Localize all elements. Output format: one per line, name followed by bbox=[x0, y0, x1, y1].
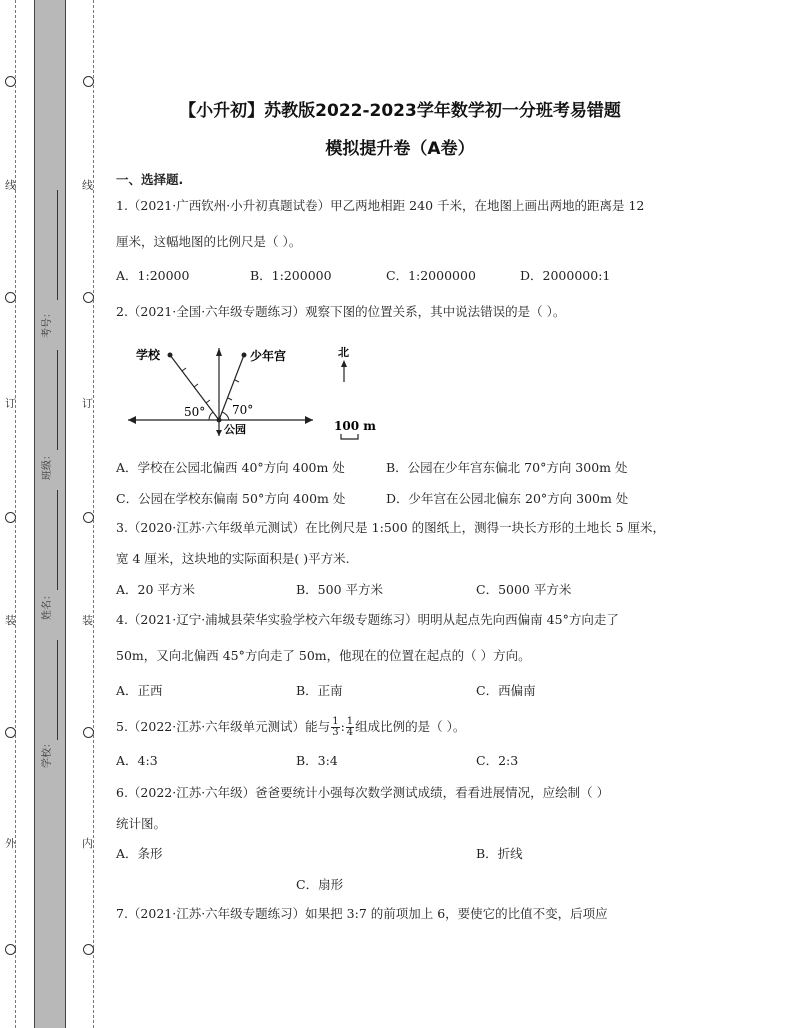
q1-option-d[interactable]: D．2000000:1 bbox=[520, 268, 611, 283]
q3-option-b[interactable]: B．500 平方米 bbox=[296, 582, 384, 597]
binding-hole bbox=[5, 512, 16, 523]
q5-option-c[interactable]: C．2:3 bbox=[476, 753, 519, 768]
angle-50-label: 50° bbox=[184, 405, 206, 419]
binding-hole bbox=[83, 512, 94, 523]
school-ray-tick bbox=[194, 384, 198, 387]
field-fill-name[interactable] bbox=[57, 490, 58, 590]
binding-hole bbox=[5, 292, 16, 303]
inner-char-nei: 内 bbox=[82, 837, 93, 850]
q6-option-c[interactable]: C．扇形 bbox=[296, 877, 344, 892]
q1-stem-line1: 1.（2021·广西钦州·小升初真题试卷）甲乙两地相距 240 千米，在地图上画出两地的距离是 12 bbox=[116, 198, 645, 213]
q1-stem-line2: 厘米，这幅地图的比例尺是（ ）。 bbox=[116, 234, 302, 249]
q5-suffix: 组成比例的是（ ）。 bbox=[355, 719, 466, 734]
school-ray-tick bbox=[206, 400, 210, 403]
binding-hole bbox=[83, 76, 94, 87]
q4-option-c[interactable]: C．西偏南 bbox=[476, 683, 536, 698]
q4-stem-line2: 50m，又向北偏西 45°方向走了 50m，他现在的位置在起点的（ ）方向。 bbox=[116, 648, 531, 663]
q1-option-b[interactable]: B．1:200000 bbox=[250, 268, 332, 283]
field-label-name: 姓名： bbox=[42, 590, 53, 620]
west-arrow bbox=[128, 416, 136, 424]
palace-ray-tick bbox=[235, 380, 239, 382]
binding-hole bbox=[83, 944, 94, 955]
inner-char-ding: 订 bbox=[82, 397, 93, 410]
q5-frac2-numerator: 1 bbox=[346, 716, 354, 727]
q5-colon: : bbox=[340, 719, 345, 734]
outer-char-zhuang: 装 bbox=[5, 614, 16, 627]
binding-hole bbox=[5, 76, 16, 87]
q3-option-c[interactable]: C．5000 平方米 bbox=[476, 582, 572, 597]
outer-char-wai: 外 bbox=[5, 837, 16, 850]
field-label-exam-number: 考号： bbox=[42, 308, 53, 338]
field-fill-exam-number[interactable] bbox=[57, 190, 58, 300]
school-ray-tick bbox=[182, 368, 186, 371]
palace-label: 少年宫 bbox=[250, 349, 287, 363]
q2-option-d[interactable]: D．少年宫在公园北偏东 20°方向 300m 处 bbox=[386, 491, 629, 506]
page-title: 【小升初】苏教版2022-2023学年数学初一分班考易错题 bbox=[179, 101, 621, 121]
q6-stem-line1: 6.（2022·江苏·六年级）爸爸要统计小强每次数学测试成绩，看看进展情况，应绘制（ ） bbox=[116, 785, 610, 800]
q5-frac1-denominator: 3 bbox=[332, 727, 339, 738]
q1-option-a[interactable]: A．1:20000 bbox=[116, 268, 190, 283]
q6-option-b[interactable]: B．折线 bbox=[476, 846, 523, 861]
south-arrow bbox=[216, 430, 222, 436]
scale-label: 100 m bbox=[334, 419, 376, 433]
q3-option-a[interactable]: A．20 平方米 bbox=[116, 582, 195, 597]
q4-stem-line1: 4.（2021·辽宁·浦城县荣华实验学校六年级专题练习）明明从起点先向西偏南 45°方向走了 bbox=[116, 612, 619, 627]
north-label: 北 bbox=[338, 346, 349, 359]
outer-char-ding: 订 bbox=[5, 397, 16, 410]
field-label-class: 班级： bbox=[42, 450, 53, 480]
angle-arc-right bbox=[222, 412, 229, 420]
palace-ray-tick bbox=[228, 398, 232, 400]
binding-hole bbox=[5, 727, 16, 738]
position-diagram bbox=[128, 340, 388, 450]
scale-bar bbox=[341, 434, 358, 439]
angle-arc-left bbox=[209, 412, 213, 420]
north-indicator-arrow bbox=[341, 360, 347, 367]
north-arrow-top bbox=[216, 348, 222, 356]
q2-option-c[interactable]: C．公园在学校东偏南 50°方向 400m 处 bbox=[116, 491, 346, 506]
band-edge-right bbox=[65, 0, 66, 1028]
q2-stem: 2.（2021·全国·六年级专题练习）观察下图的位置关系，其中说法错误的是（ ）。 bbox=[116, 304, 566, 319]
q5-frac2-denominator: 4 bbox=[346, 727, 354, 738]
q5-fraction-2 bbox=[346, 717, 354, 738]
q5-frac1-numerator: 1 bbox=[332, 716, 339, 727]
q3-stem-line2: 宽 4 厘米，这块地的实际面积是( )平方米. bbox=[116, 551, 350, 566]
field-label-school: 学校： bbox=[42, 738, 53, 768]
binding-margin bbox=[0, 0, 100, 1028]
q5-prefix: 5.（2022·江苏·六年级单元测试）能与 bbox=[116, 719, 331, 734]
school-dot bbox=[168, 353, 173, 358]
q5-option-a[interactable]: A．4:3 bbox=[116, 753, 158, 768]
binding-hole bbox=[83, 727, 94, 738]
q1-option-c[interactable]: C．1:2000000 bbox=[386, 268, 476, 283]
band-edge-left bbox=[34, 0, 35, 1028]
q7-stem: 7.（2021·江苏·六年级专题练习）如果把 3:7 的前项加上 6，要使它的比值不变，后项应 bbox=[116, 906, 608, 921]
q5-stem bbox=[116, 716, 465, 738]
q6-stem-line2: 统计图。 bbox=[116, 816, 167, 831]
outer-char-xian: 线 bbox=[5, 179, 16, 192]
q2-option-b[interactable]: B．公园在少年宫东偏北 70°方向 300m 处 bbox=[386, 460, 628, 475]
binding-band bbox=[34, 0, 65, 1028]
q5-fraction-1 bbox=[331, 717, 339, 738]
inner-char-xian: 线 bbox=[82, 179, 93, 192]
field-fill-class[interactable] bbox=[57, 350, 58, 450]
q3-stem-line1: 3.（2020·江苏·六年级单元测试）在比例尺是 1:500 的图纸上，测得一块长方形的土地长 5 厘米， bbox=[116, 520, 666, 535]
field-fill-school[interactable] bbox=[57, 640, 58, 740]
q6-option-a[interactable]: A．条形 bbox=[116, 846, 163, 861]
binding-hole bbox=[5, 944, 16, 955]
angle-70-label: 70° bbox=[232, 403, 254, 417]
east-arrow bbox=[305, 416, 313, 424]
q2-option-a[interactable]: A．学校在公园北偏西 40°方向 400m 处 bbox=[116, 460, 345, 475]
q5-option-b[interactable]: B．3:4 bbox=[296, 753, 338, 768]
palace-dot bbox=[242, 353, 247, 358]
section-heading: 一、选择题. bbox=[116, 172, 184, 187]
page-subtitle: 模拟提升卷（A卷） bbox=[325, 139, 475, 159]
park-dot bbox=[217, 418, 222, 423]
binding-hole bbox=[83, 292, 94, 303]
park-label: 公园 bbox=[224, 423, 246, 436]
inner-char-zhuang: 装 bbox=[82, 614, 93, 627]
school-label: 学校 bbox=[136, 348, 161, 362]
q4-option-a[interactable]: A．正西 bbox=[116, 683, 163, 698]
q4-option-b[interactable]: B．正南 bbox=[296, 683, 343, 698]
